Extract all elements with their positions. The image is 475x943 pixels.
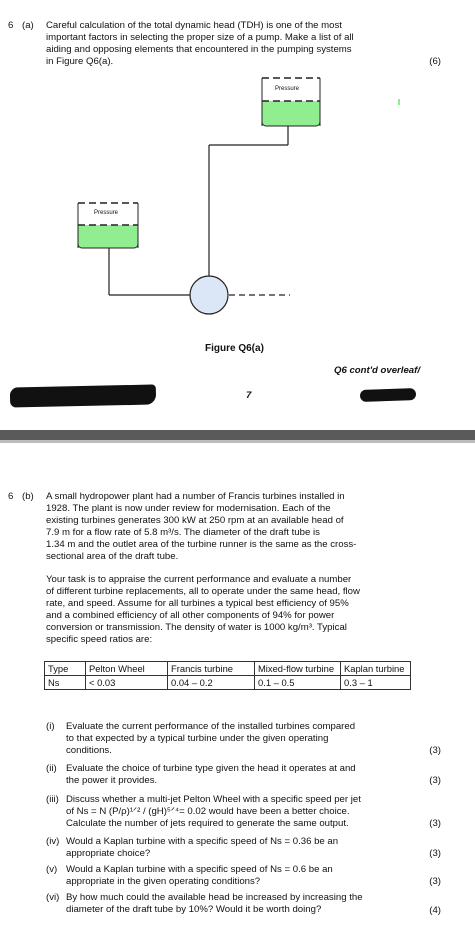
marks-v: (3) — [429, 876, 441, 887]
subquestion-label: (iv) — [46, 836, 60, 847]
subquestion-label: (vi) — [46, 892, 60, 903]
specific-speed-table — [44, 661, 411, 690]
subquestion-iv — [46, 836, 412, 860]
page-separator — [0, 430, 475, 440]
table-cell: 0.04 – 0.2 — [168, 676, 255, 690]
text-line: Your task is to appraise the current performance and evaluate a number — [46, 574, 352, 585]
subquestion-label: (iii) — [46, 794, 59, 805]
top-tank-label: Pressure — [275, 86, 300, 92]
text-line: conversion or transmission. The density of water is 1000 kg/m³. Typical — [46, 622, 347, 633]
text-line: aiding and opposing elements that encountered in the pumping systems — [46, 44, 352, 55]
table-row — [45, 676, 411, 690]
text-line: Careful calculation of the total dynamic head (TDH) is one of the most — [46, 20, 342, 31]
text-line: By how much could the available head be increased by increasing the — [66, 892, 363, 903]
text-line: of Ns = N (P/ρ)¹ᐟ² / (gH)⁵ᐟ⁴= 0.02 would have been a better choice. — [66, 806, 350, 817]
text-line: diameter of the draft tube by 10%? Would it be worth doing? — [66, 904, 322, 915]
text-line: A small hydropower plant had a number of Francis turbines installed in — [46, 491, 345, 502]
table-cell: Ns — [45, 676, 86, 690]
text-line: to that expected by a typical turbine under the given operating — [66, 733, 329, 744]
subquestion-i — [46, 721, 412, 757]
figure-caption: Figure Q6(a) — [205, 343, 264, 354]
text-line: the power it provides. — [66, 775, 158, 786]
table-cell: Type — [45, 662, 86, 676]
text-line: Would a Kaplan turbine with a specific speed of Ns = 0.36 be an — [66, 836, 339, 847]
subquestion-iii — [46, 794, 412, 830]
subquestion-v — [46, 864, 412, 888]
question-a-label: (a) — [22, 20, 34, 31]
marks-iv: (3) — [429, 848, 441, 859]
text-line: important factors in selecting the proper size of a pump. Make a list of all — [46, 32, 354, 43]
table-header-row — [45, 662, 411, 676]
marks-vi: (4) — [429, 905, 441, 916]
table-cell: Francis turbine — [168, 662, 255, 676]
question-b-para-2 — [46, 574, 412, 646]
text-line: specific speed ratios are: — [46, 634, 153, 645]
table-cell: < 0.03 — [86, 676, 168, 690]
marks-ii: (3) — [429, 775, 441, 786]
table-cell: Pelton Wheel — [86, 662, 168, 676]
text-line: sectional area of the draft tube. — [46, 551, 179, 562]
text-line: Would a Kaplan turbine with a specific speed of Ns = 0.6 be an — [66, 864, 333, 875]
green-mark — [398, 99, 400, 105]
redaction-mark-left — [10, 384, 156, 407]
continuation-note: Q6 cont'd overleaf/ — [334, 365, 420, 376]
page-separator-shadow — [0, 440, 475, 443]
text-line: Calculate the number of jets required to generate the same output. — [66, 818, 349, 829]
text-line: appropriate in the given operating conditions? — [66, 876, 261, 887]
subquestion-vi — [46, 892, 412, 916]
subquestion-label: (ii) — [46, 763, 57, 774]
subquestion-ii — [46, 763, 412, 787]
text-line: conditions. — [66, 745, 112, 756]
text-line: 7.9 m for a flow rate of 5.8 m³/s. The diameter of the draft tube is — [46, 527, 320, 538]
table-cell: 0.3 – 1 — [341, 676, 411, 690]
marks-a: (6) — [429, 56, 441, 67]
pump-circle — [190, 276, 228, 314]
text-line: Evaluate the current performance of the installed turbines compared — [66, 721, 356, 732]
text-line: 1928. The plant is now under review for modernisation. Each of the — [46, 503, 331, 514]
subquestion-label: (i) — [46, 721, 55, 732]
subquestion-label: (v) — [46, 864, 58, 875]
text-line: existing turbines generates 300 kW at 250 rpm at an available head of — [46, 515, 344, 526]
page-number: 7 — [246, 390, 252, 401]
text-line: of different turbine replacements, all to operate under the same head, flow — [46, 586, 360, 597]
text-line: and a combined efficiency of all other components of 94% for power — [46, 610, 335, 621]
text-line: appropriate choice? — [66, 848, 151, 859]
question-b-label: (b) — [22, 491, 34, 502]
text-line: 1.34 m and the outlet area of the turbine runner is the same as the cross- — [46, 539, 357, 550]
question-number: 6 — [8, 20, 14, 31]
table-cell: Mixed-flow turbine — [255, 662, 341, 676]
text-line: in Figure Q6(a). — [46, 56, 114, 67]
text-line: rate, and speed. Assume for all turbines a typical best efficiency of 95% — [46, 598, 349, 609]
left-tank-label: Pressure — [94, 210, 119, 216]
redaction-mark-right — [360, 388, 416, 402]
marks-iii: (3) — [429, 818, 441, 829]
text-line: Discuss whether a multi-jet Pelton Wheel with a specific speed per jet — [66, 794, 361, 805]
pumping-system-figure — [0, 0, 475, 360]
table-cell: Kaplan turbine — [341, 662, 411, 676]
table-cell: 0.1 – 0.5 — [255, 676, 341, 690]
marks-i: (3) — [429, 745, 441, 756]
text-line: Evaluate the choice of turbine type given the head it operates at and — [66, 763, 356, 774]
question-number: 6 — [8, 491, 14, 502]
question-b-para-1 — [46, 491, 412, 563]
